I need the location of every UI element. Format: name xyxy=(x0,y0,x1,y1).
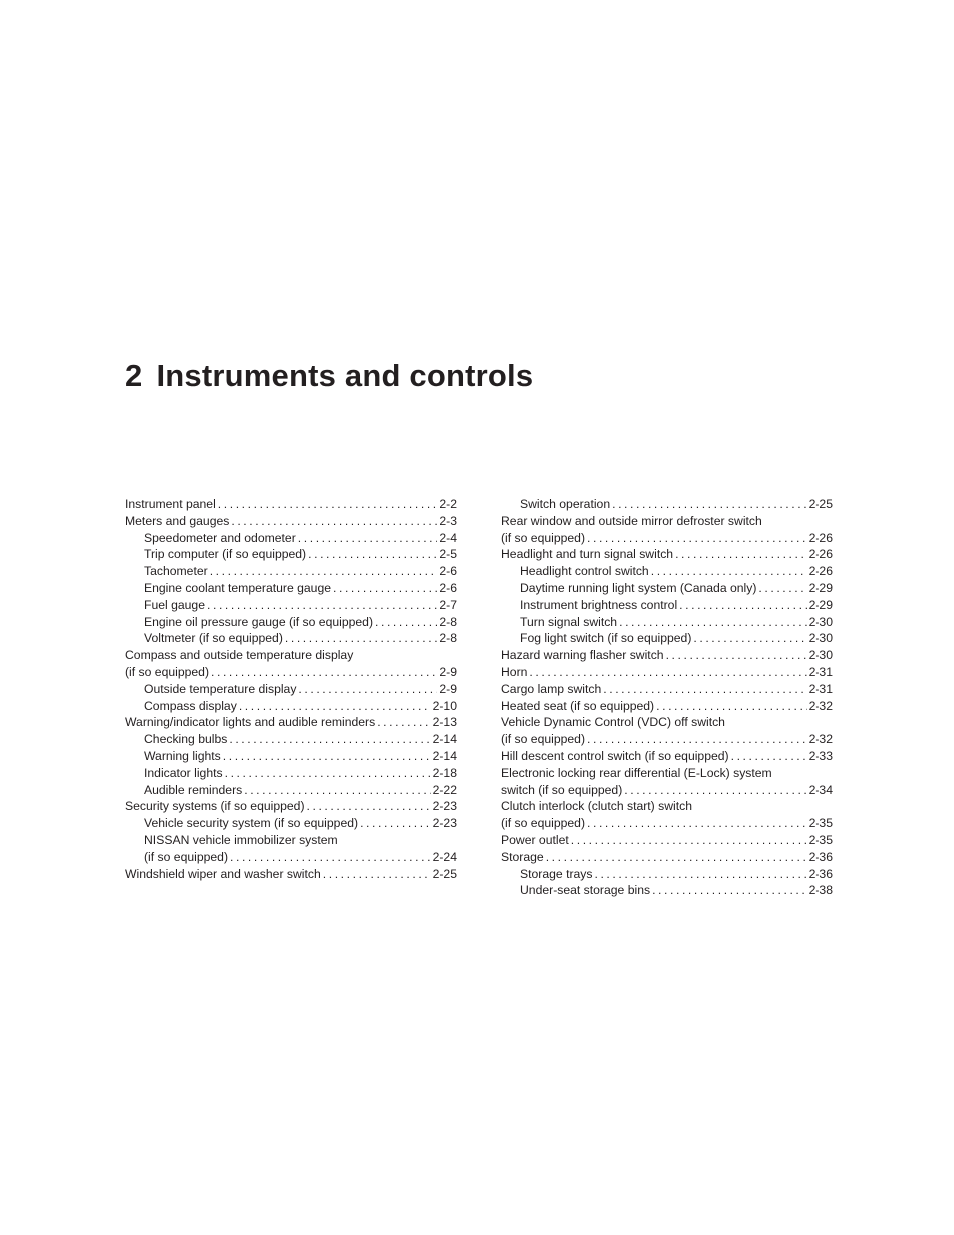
dot-leader xyxy=(571,832,807,849)
toc-entry-row xyxy=(125,866,457,883)
toc-page-number: 2-31 xyxy=(808,681,833,696)
toc-page-number: 2-29 xyxy=(808,597,833,612)
toc-entry-label: Warning lights xyxy=(144,748,221,763)
toc-page-number: 2-32 xyxy=(808,732,833,747)
dot-leader xyxy=(207,597,437,614)
toc-entry-label: Power outlet xyxy=(501,832,569,847)
toc-page-number: 2-10 xyxy=(432,698,457,713)
toc-entry-row xyxy=(520,563,833,580)
toc-subentry[interactable] xyxy=(125,731,457,748)
toc-entry-label: Outside temperature display xyxy=(144,681,297,696)
toc-page-number: 2-30 xyxy=(808,648,833,663)
toc-entry[interactable] xyxy=(501,765,833,799)
toc-entry[interactable] xyxy=(125,714,457,731)
toc-entry[interactable] xyxy=(501,546,833,563)
toc-page-number: 2-7 xyxy=(439,597,457,612)
toc-entry-label: Meters and gauges xyxy=(125,513,230,528)
toc-subentry[interactable] xyxy=(125,765,457,782)
dot-leader xyxy=(218,496,438,513)
toc-page-number: 2-22 xyxy=(432,782,457,797)
dot-leader xyxy=(587,815,807,832)
toc-subentry[interactable] xyxy=(125,782,457,799)
toc-page-number: 2-26 xyxy=(808,547,833,562)
chapter-number: 2 xyxy=(125,358,143,393)
toc-entry-label: (if so equipped) xyxy=(144,849,229,864)
toc-entry-row xyxy=(144,698,457,715)
dot-leader xyxy=(225,765,431,782)
toc-entry-row xyxy=(501,530,833,547)
toc-entry-label: Windshield wiper and washer switch xyxy=(125,866,321,881)
toc-entry-row xyxy=(125,714,457,731)
toc-entry-label: Engine coolant temperature gauge xyxy=(144,580,332,595)
toc-page-number: 2-13 xyxy=(432,715,457,730)
toc-entry-row xyxy=(144,563,457,580)
chapter-name: Instruments and controls xyxy=(156,358,534,393)
toc-page-number: 2-26 xyxy=(808,530,833,545)
toc-entry-row xyxy=(125,513,457,530)
toc-page-number: 2-14 xyxy=(432,732,457,747)
toc-subentry[interactable] xyxy=(125,563,457,580)
toc-entry[interactable] xyxy=(501,798,833,832)
dot-leader xyxy=(731,748,807,765)
toc-subentry[interactable] xyxy=(125,698,457,715)
toc-subentry[interactable] xyxy=(125,597,457,614)
dot-leader xyxy=(666,647,807,664)
toc-subentry[interactable] xyxy=(501,580,833,597)
dot-leader xyxy=(594,866,806,883)
toc-entry-label: Audible reminders xyxy=(144,782,243,797)
dot-leader xyxy=(360,815,431,832)
dot-leader xyxy=(624,782,806,799)
toc-entry-row xyxy=(501,782,833,799)
toc-entry-row xyxy=(144,546,457,563)
toc-entry-row xyxy=(501,698,833,715)
toc-entry[interactable] xyxy=(125,798,457,815)
toc-entry[interactable] xyxy=(501,664,833,681)
toc-entry-title-line: Rear window and outside mirror defroster switch xyxy=(501,513,762,528)
toc-page-number: 2-8 xyxy=(439,631,457,646)
toc-subentry[interactable] xyxy=(125,530,457,547)
toc-page-number: 2-38 xyxy=(808,883,833,898)
toc-entry-row xyxy=(125,664,457,681)
toc-entry-label: Headlight and turn signal switch xyxy=(501,547,674,562)
toc-entry-label: switch (if so equipped) xyxy=(501,782,623,797)
dot-leader xyxy=(679,597,806,614)
toc-entry-label: Switch operation xyxy=(520,497,611,511)
toc-entry-title-line: Vehicle Dynamic Control (VDC) off switch xyxy=(501,715,725,730)
toc-entry-label: Trip computer (if so equipped) xyxy=(144,547,307,562)
toc-page-number: 2-6 xyxy=(439,580,457,595)
toc-entry-row xyxy=(144,748,457,765)
toc-entry-label: Indicator lights xyxy=(144,765,223,780)
toc-entry-row xyxy=(144,815,457,832)
dot-leader xyxy=(612,496,806,513)
toc-page-number: 2-30 xyxy=(808,631,833,646)
toc-entry-label: Fuel gauge xyxy=(144,597,205,612)
toc-entry-row xyxy=(520,614,833,631)
toc-page-number: 2-29 xyxy=(808,580,833,595)
toc-entry-row xyxy=(144,530,457,547)
toc-page-number: 2-36 xyxy=(808,849,833,864)
toc-page-number: 2-8 xyxy=(439,614,457,629)
dot-leader xyxy=(587,530,807,547)
chapter-title xyxy=(125,358,533,394)
toc-entry-row xyxy=(144,681,457,698)
toc-subentry[interactable] xyxy=(125,630,457,647)
toc-entry-row xyxy=(501,849,833,866)
toc-entry[interactable] xyxy=(125,496,457,513)
toc-entry-label: (if so equipped) xyxy=(125,664,210,679)
toc-entry-row xyxy=(520,496,833,513)
toc-entry-label: Tachometer xyxy=(144,564,208,579)
toc-entry-row xyxy=(144,630,457,647)
toc-page-number: 2-9 xyxy=(439,681,457,696)
toc-entry-title-line: Compass and outside temperature display xyxy=(125,648,354,663)
dot-leader xyxy=(651,563,807,580)
dot-leader xyxy=(307,798,431,815)
toc-entry-label: (if so equipped) xyxy=(501,732,586,747)
toc-entry-row xyxy=(144,580,457,597)
dot-leader xyxy=(244,782,430,799)
toc-page-number: 2-2 xyxy=(439,497,457,511)
toc-entry[interactable] xyxy=(501,714,833,748)
toc-page-number: 2-24 xyxy=(432,849,457,864)
toc-entry-row xyxy=(520,597,833,614)
toc-entry-label: Engine oil pressure gauge (if so equipped) xyxy=(144,614,374,629)
toc-page-number: 2-35 xyxy=(808,832,833,847)
toc-page-number: 2-9 xyxy=(439,664,457,679)
toc-page-number: 2-6 xyxy=(439,564,457,579)
toc-left-column xyxy=(125,496,457,882)
toc-page-number: 2-36 xyxy=(808,866,833,881)
toc-page-number: 2-23 xyxy=(432,799,457,814)
dot-leader xyxy=(375,614,437,631)
toc-entry-row xyxy=(501,647,833,664)
dot-leader xyxy=(377,714,430,731)
toc-entry-label: Hill descent control switch (if so equipped) xyxy=(501,748,729,763)
toc-entry-row xyxy=(501,681,833,698)
toc-subentry[interactable] xyxy=(501,597,833,614)
toc-entry[interactable] xyxy=(501,647,833,664)
toc-entry-label: Headlight control switch xyxy=(520,564,649,579)
toc-entry-title-line: NISSAN vehicle immobilizer system xyxy=(144,832,338,847)
toc-subentry[interactable] xyxy=(501,496,833,513)
dot-leader xyxy=(323,866,431,883)
toc-entry-label: Storage xyxy=(501,849,544,864)
dot-leader xyxy=(308,546,437,563)
toc-entry-row xyxy=(125,798,457,815)
toc-page-number: 2-4 xyxy=(439,530,457,545)
dot-leader xyxy=(603,681,806,698)
toc-subentry[interactable] xyxy=(501,614,833,631)
toc-entry[interactable] xyxy=(125,647,457,681)
toc-entry-label: Daytime running light system (Canada only) xyxy=(520,580,757,595)
dot-leader xyxy=(333,580,437,597)
toc-entry-row xyxy=(144,849,457,866)
toc-subentry[interactable] xyxy=(125,580,457,597)
toc-entry[interactable] xyxy=(501,681,833,698)
toc-entry-label: Heated seat (if so equipped) xyxy=(501,698,655,713)
toc-entry-label: Cargo lamp switch xyxy=(501,681,602,696)
toc-entry-row xyxy=(501,546,833,563)
dot-leader xyxy=(229,731,430,748)
toc-entry-row xyxy=(144,782,457,799)
dot-leader xyxy=(223,748,431,765)
toc-entry-row xyxy=(520,866,833,883)
toc-subentry[interactable] xyxy=(501,630,833,647)
toc-page-number: 2-26 xyxy=(808,564,833,579)
toc-subentry[interactable] xyxy=(125,681,457,698)
toc-entry-label: (if so equipped) xyxy=(501,816,586,831)
toc-page-number: 2-32 xyxy=(808,698,833,713)
toc-entry[interactable] xyxy=(501,513,833,547)
toc-entry[interactable] xyxy=(501,832,833,849)
dot-leader xyxy=(285,630,437,647)
dot-leader xyxy=(298,681,437,698)
toc-page-number: 2-34 xyxy=(808,782,833,797)
toc-subentry[interactable] xyxy=(501,882,833,899)
toc-entry-label: Warning/indicator lights and audible reminders xyxy=(125,715,376,730)
dot-leader xyxy=(239,698,431,715)
dot-leader xyxy=(211,664,437,681)
toc-subentry[interactable] xyxy=(125,614,457,631)
toc-subentry[interactable] xyxy=(125,815,457,832)
toc-entry-row xyxy=(144,731,457,748)
toc-entry-label: Instrument brightness control xyxy=(520,597,678,612)
toc-entry-row xyxy=(501,664,833,681)
toc-entry-row xyxy=(501,815,833,832)
toc-entry[interactable] xyxy=(501,748,833,765)
toc-page-number: 2-35 xyxy=(808,816,833,831)
dot-leader xyxy=(230,849,431,866)
toc-entry[interactable] xyxy=(501,698,833,715)
toc-subentry[interactable] xyxy=(501,866,833,883)
toc-entry-row xyxy=(501,748,833,765)
dot-leader xyxy=(210,563,438,580)
dot-leader xyxy=(619,614,807,631)
dot-leader xyxy=(587,731,807,748)
dot-leader xyxy=(652,882,807,899)
toc-right-column xyxy=(501,496,833,899)
toc-entry[interactable] xyxy=(125,513,457,530)
toc-subentry[interactable] xyxy=(125,546,457,563)
toc-page-number: 2-33 xyxy=(808,748,833,763)
toc-subentry[interactable] xyxy=(125,832,457,866)
toc-entry-row xyxy=(125,496,457,513)
toc-subentry[interactable] xyxy=(501,563,833,580)
toc-entry-label: Fog light switch (if so equipped) xyxy=(520,631,692,646)
toc-page-number: 2-31 xyxy=(808,664,833,679)
toc-page-number: 2-25 xyxy=(432,866,457,881)
dot-leader xyxy=(231,513,437,530)
toc-page-number: 2-30 xyxy=(808,614,833,629)
toc-entry-label: Instrument panel xyxy=(125,497,216,511)
toc-entry-label: Storage trays xyxy=(520,866,593,881)
toc-entry-label: Speedometer and odometer xyxy=(144,530,296,545)
toc-entry-row xyxy=(520,630,833,647)
toc-entry-label: Horn xyxy=(501,664,528,679)
toc-entry-label: Under-seat storage bins xyxy=(520,883,651,898)
toc-entry[interactable] xyxy=(501,849,833,866)
dot-leader xyxy=(546,849,807,866)
toc-entry-row xyxy=(520,882,833,899)
toc-entry-label: Security systems (if so equipped) xyxy=(125,799,305,814)
dot-leader xyxy=(693,630,806,647)
toc-entry-label: Hazard warning flasher switch xyxy=(501,648,664,663)
dot-leader xyxy=(656,698,806,715)
toc-page-number: 2-23 xyxy=(432,816,457,831)
toc-entry[interactable] xyxy=(125,866,457,883)
toc-page-number: 2-14 xyxy=(432,748,457,763)
toc-entry-label: Compass display xyxy=(144,698,237,713)
toc-entry-row xyxy=(501,832,833,849)
toc-subentry[interactable] xyxy=(125,748,457,765)
toc-entry-row xyxy=(144,765,457,782)
toc-entry-row xyxy=(144,597,457,614)
dot-leader xyxy=(758,580,806,597)
dot-leader xyxy=(298,530,438,547)
dot-leader xyxy=(675,546,807,563)
toc-entry-label: Checking bulbs xyxy=(144,732,228,747)
toc-entry-label: (if so equipped) xyxy=(501,530,586,545)
toc-entry-title-line: Electronic locking rear differential (E-Lock) system xyxy=(501,765,772,780)
dot-leader xyxy=(529,664,806,681)
toc-entry-label: Voltmeter (if so equipped) xyxy=(144,631,283,646)
toc-entry-row xyxy=(501,731,833,748)
toc-entry-title-line: Clutch interlock (clutch start) switch xyxy=(501,799,692,814)
toc-entry-label: Vehicle security system (if so equipped) xyxy=(144,816,359,831)
toc-page-number: 2-18 xyxy=(432,765,457,780)
toc-page-number: 2-3 xyxy=(439,513,457,528)
toc-page-number: 2-25 xyxy=(808,497,833,511)
toc-entry-row xyxy=(144,614,457,631)
toc-page-number: 2-5 xyxy=(439,547,457,562)
toc-entry-label: Turn signal switch xyxy=(520,614,618,629)
toc-entry-row xyxy=(520,580,833,597)
